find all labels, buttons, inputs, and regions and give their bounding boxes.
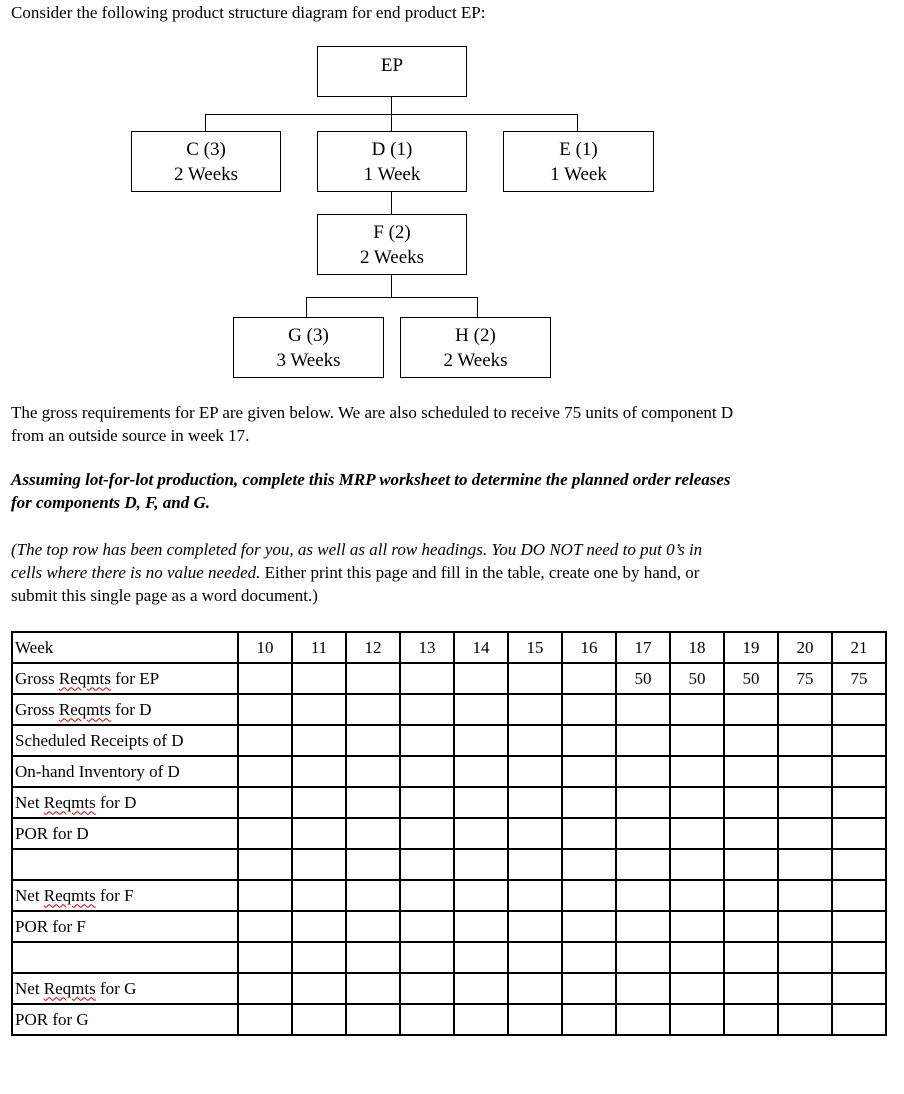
table-cell[interactable]: [832, 787, 886, 818]
node-h-name: H (2): [455, 324, 496, 346]
row-heading: [12, 756, 238, 787]
connector-to-e: [577, 114, 578, 132]
node-e-lead-time: 1 Week: [550, 163, 607, 185]
table-cell[interactable]: [508, 880, 562, 911]
table-cell[interactable]: 50: [670, 663, 724, 694]
node-ep: [317, 46, 467, 97]
table-cell[interactable]: [562, 1004, 616, 1035]
table-cell[interactable]: [724, 942, 778, 973]
table-cell[interactable]: [778, 911, 832, 942]
table-cell[interactable]: [616, 942, 670, 973]
table-cell[interactable]: [724, 694, 778, 725]
row-heading-post: for EP: [110, 668, 160, 688]
week-number-cell: 17: [616, 632, 670, 663]
table-cell[interactable]: [238, 911, 292, 942]
table-cell[interactable]: [562, 756, 616, 787]
table-cell[interactable]: [292, 818, 346, 849]
node-g: [233, 317, 384, 378]
table-cell[interactable]: [400, 725, 454, 756]
table-cell[interactable]: [832, 818, 886, 849]
row-heading-pre: Net: [15, 792, 44, 812]
table-cell[interactable]: [346, 725, 400, 756]
table-row: [12, 973, 886, 1004]
week-number-cell: 11: [292, 632, 346, 663]
table-cell[interactable]: [238, 725, 292, 756]
node-f-lead-time: 2 Weeks: [359, 246, 425, 268]
row-heading-post: for D: [110, 699, 152, 719]
row-heading-sq: Reqmts: [58, 699, 111, 719]
note-line2-italic: cells where there is no value needed.: [11, 563, 261, 582]
node-ep-label: EP: [380, 55, 404, 76]
table-cell[interactable]: [778, 694, 832, 725]
row-heading-pre: Week: [15, 637, 54, 657]
table-cell[interactable]: [346, 849, 400, 880]
week-number-cell: 16: [562, 632, 616, 663]
table-row: [12, 1004, 886, 1035]
week-number-cell: 12: [346, 632, 400, 663]
table-cell[interactable]: [562, 725, 616, 756]
table-cell[interactable]: [616, 1004, 670, 1035]
table-cell[interactable]: [454, 880, 508, 911]
connector-to-c: [205, 114, 206, 132]
table-row: [12, 694, 886, 725]
table-cell[interactable]: [670, 818, 724, 849]
table-cell[interactable]: [670, 942, 724, 973]
row-heading: [12, 787, 238, 818]
row-heading: [12, 1004, 238, 1035]
table-cell[interactable]: [724, 787, 778, 818]
row-heading-post: for F: [95, 885, 134, 905]
row-heading: [12, 818, 238, 849]
table-cell[interactable]: [238, 973, 292, 1004]
table-cell[interactable]: [724, 1004, 778, 1035]
table-cell[interactable]: [616, 756, 670, 787]
table-cell[interactable]: [454, 818, 508, 849]
node-g-lead-time: 3 Weeks: [276, 349, 341, 371]
row-heading: [12, 973, 238, 1004]
table-cell[interactable]: [562, 694, 616, 725]
week-number-cell: 13: [400, 632, 454, 663]
table-cell[interactable]: [508, 942, 562, 973]
table-cell[interactable]: [454, 973, 508, 1004]
gross-requirements-text-line1: The gross requirements for EP are given below. We are also scheduled to receive 75 units of component D: [11, 403, 734, 422]
note-line2: [11, 561, 699, 584]
row-heading: [12, 942, 238, 973]
table-cell[interactable]: [670, 1004, 724, 1035]
node-h: [400, 317, 551, 378]
table-cell[interactable]: [400, 942, 454, 973]
table-cell[interactable]: [616, 725, 670, 756]
table-row: [12, 663, 886, 694]
row-heading-sq: Reqmts: [43, 792, 96, 812]
table-cell[interactable]: [508, 973, 562, 1004]
node-f-name: F (2): [373, 221, 411, 243]
table-cell[interactable]: [778, 756, 832, 787]
table-cell[interactable]: [346, 756, 400, 787]
node-c-lead-time: 2 Weeks: [173, 163, 239, 185]
row-heading: [12, 880, 238, 911]
table-cell[interactable]: 75: [778, 663, 832, 694]
table-cell[interactable]: [508, 756, 562, 787]
connector-to-h: [477, 297, 478, 318]
table-cell[interactable]: [508, 663, 562, 694]
row-heading-pre: POR for D: [15, 823, 89, 843]
table-cell[interactable]: [400, 911, 454, 942]
table-cell[interactable]: [238, 756, 292, 787]
week-number-cell: 14: [454, 632, 508, 663]
node-d-name: D (1): [371, 138, 413, 160]
table-cell[interactable]: [292, 849, 346, 880]
table-cell[interactable]: [292, 787, 346, 818]
table-row: [12, 787, 886, 818]
row-heading-post: for G: [95, 978, 137, 998]
table-cell[interactable]: [616, 818, 670, 849]
instruction-line2: for components D, F, and G.: [11, 493, 210, 512]
row-heading-sq: Reqmts: [58, 668, 111, 688]
table-cell[interactable]: [562, 787, 616, 818]
table-cell[interactable]: [508, 1004, 562, 1035]
table-cell[interactable]: [454, 911, 508, 942]
table-cell[interactable]: [400, 694, 454, 725]
table-cell[interactable]: [778, 725, 832, 756]
table-cell[interactable]: [238, 1004, 292, 1035]
row-heading-sq: Reqmts: [43, 978, 96, 998]
connector-d-to-f: [391, 190, 392, 215]
table-cell[interactable]: [670, 911, 724, 942]
table-cell[interactable]: [454, 942, 508, 973]
table-cell[interactable]: [454, 787, 508, 818]
table-cell[interactable]: [778, 787, 832, 818]
table-cell[interactable]: 75: [832, 663, 886, 694]
table-cell[interactable]: [832, 973, 886, 1004]
table-cell[interactable]: [346, 787, 400, 818]
table-cell[interactable]: [292, 942, 346, 973]
table-cell[interactable]: [400, 1004, 454, 1035]
mrp-worksheet-table: [11, 631, 887, 1036]
node-d: [317, 131, 467, 192]
table-cell[interactable]: [508, 725, 562, 756]
week-number-cell: 10: [238, 632, 292, 663]
node-e: [503, 131, 654, 192]
row-heading-pre: Net: [15, 978, 44, 998]
table-cell[interactable]: [400, 880, 454, 911]
table-cell[interactable]: [292, 725, 346, 756]
table-cell[interactable]: [724, 756, 778, 787]
table-cell[interactable]: [616, 880, 670, 911]
table-cell[interactable]: [238, 880, 292, 911]
week-number-cell: 20: [778, 632, 832, 663]
table-cell[interactable]: [400, 973, 454, 1004]
table-cell[interactable]: [832, 694, 886, 725]
table-cell[interactable]: [562, 880, 616, 911]
table-cell[interactable]: [400, 756, 454, 787]
table-cell[interactable]: 50: [724, 663, 778, 694]
table-cell[interactable]: [832, 756, 886, 787]
connector-to-g: [306, 297, 307, 318]
table-row: [12, 725, 886, 756]
node-e-name: E (1): [559, 138, 598, 160]
node-c-name: C (3): [186, 138, 226, 160]
table-cell[interactable]: [346, 1004, 400, 1035]
table-cell[interactable]: [562, 942, 616, 973]
table-cell[interactable]: [454, 663, 508, 694]
table-cell[interactable]: [508, 694, 562, 725]
table-cell[interactable]: [670, 694, 724, 725]
row-heading-pre: POR for F: [15, 916, 86, 936]
table-cell[interactable]: [724, 725, 778, 756]
table-row: [12, 942, 886, 973]
node-h-lead-time: 2 Weeks: [443, 349, 508, 371]
table-cell[interactable]: [346, 818, 400, 849]
table-cell[interactable]: [670, 787, 724, 818]
table-cell[interactable]: [670, 973, 724, 1004]
table-cell[interactable]: [400, 663, 454, 694]
table-cell[interactable]: [238, 849, 292, 880]
week-number-cell: 18: [670, 632, 724, 663]
table-cell[interactable]: [454, 1004, 508, 1035]
table-cell[interactable]: [238, 818, 292, 849]
table-cell[interactable]: [724, 818, 778, 849]
week-number-cell: 15: [508, 632, 562, 663]
table-cell[interactable]: [508, 818, 562, 849]
week-number-cell: 21: [832, 632, 886, 663]
table-cell[interactable]: [616, 911, 670, 942]
table-cell[interactable]: [292, 756, 346, 787]
table-cell[interactable]: [778, 880, 832, 911]
table-cell[interactable]: [508, 849, 562, 880]
table-cell[interactable]: [832, 1004, 886, 1035]
row-heading: [12, 632, 238, 663]
row-heading: [12, 663, 238, 694]
note-line2-rest: Either print this page and fill in the table, create one by hand, or: [260, 563, 700, 582]
table-cell[interactable]: [778, 973, 832, 1004]
row-heading-pre: Scheduled Receipts of D: [15, 730, 184, 750]
table-cell[interactable]: [346, 663, 400, 694]
table-cell[interactable]: [562, 911, 616, 942]
connector-f-down: [391, 274, 392, 298]
table-cell[interactable]: [562, 818, 616, 849]
table-cell[interactable]: [454, 849, 508, 880]
table-cell[interactable]: [238, 942, 292, 973]
row-heading-pre: Gross: [15, 699, 59, 719]
row-heading-pre: Gross: [15, 668, 59, 688]
table-cell[interactable]: [454, 725, 508, 756]
intro-text: Consider the following product structure diagram for end product EP:: [11, 3, 486, 22]
table-cell[interactable]: [292, 1004, 346, 1035]
row-heading-sq: Reqmts: [43, 885, 96, 905]
table-cell[interactable]: [832, 911, 886, 942]
table-cell[interactable]: [454, 756, 508, 787]
table-cell[interactable]: [724, 880, 778, 911]
week-number-cell: 19: [724, 632, 778, 663]
table-cell[interactable]: [670, 725, 724, 756]
table-cell[interactable]: [778, 849, 832, 880]
node-f: [317, 214, 467, 275]
table-cell[interactable]: [724, 911, 778, 942]
table-cell[interactable]: [292, 663, 346, 694]
table-cell[interactable]: [346, 973, 400, 1004]
row-heading-pre: Net: [15, 885, 44, 905]
note-line3: submit this single page as a word document.): [11, 586, 318, 605]
table-cell[interactable]: [670, 880, 724, 911]
table-row: [12, 818, 886, 849]
table-cell[interactable]: [292, 694, 346, 725]
node-c: [131, 131, 281, 192]
table-cell[interactable]: [832, 725, 886, 756]
table-cell[interactable]: [562, 849, 616, 880]
row-heading: [12, 849, 238, 880]
table-cell[interactable]: [292, 880, 346, 911]
table-row: [12, 880, 886, 911]
table-cell[interactable]: [778, 942, 832, 973]
table-cell[interactable]: [400, 818, 454, 849]
instruction-line1: Assuming lot-for-lot production, complete this MRP worksheet to determine the planned order releases: [11, 470, 731, 489]
table-row: [12, 911, 886, 942]
table-cell[interactable]: [508, 911, 562, 942]
table-cell[interactable]: [832, 880, 886, 911]
table-cell[interactable]: [400, 787, 454, 818]
row-heading-pre: On-hand Inventory of D: [15, 761, 180, 781]
table-cell[interactable]: [832, 942, 886, 973]
table-cell[interactable]: [670, 849, 724, 880]
table-cell[interactable]: [238, 694, 292, 725]
node-d-lead-time: 1 Week: [363, 163, 421, 185]
table-cell[interactable]: [292, 973, 346, 1004]
table-cell[interactable]: [346, 880, 400, 911]
note-line1: (The top row has been completed for you, as well as all row headings. You DO NOT need to put 0’s in: [11, 540, 703, 559]
connector-ep-down: [391, 96, 392, 115]
table-cell[interactable]: [454, 694, 508, 725]
table-cell[interactable]: [670, 756, 724, 787]
connector-to-d: [391, 114, 392, 132]
table-cell[interactable]: 50: [616, 663, 670, 694]
table-cell[interactable]: [238, 663, 292, 694]
table-cell[interactable]: [832, 849, 886, 880]
table-cell[interactable]: [346, 942, 400, 973]
table-cell[interactable]: [346, 911, 400, 942]
table-cell[interactable]: [778, 818, 832, 849]
gross-requirements-text-line2: from an outside source in week 17.: [11, 426, 250, 445]
row-heading-pre: POR for G: [15, 1009, 89, 1029]
row-heading: [12, 725, 238, 756]
table-cell[interactable]: [616, 787, 670, 818]
table-row: [12, 849, 886, 880]
table-cell[interactable]: [346, 694, 400, 725]
table-cell[interactable]: [724, 973, 778, 1004]
row-heading-post: for D: [95, 792, 137, 812]
table-cell[interactable]: [562, 973, 616, 1004]
table-cell[interactable]: [292, 911, 346, 942]
connector-level3-bar: [306, 297, 478, 298]
row-heading: [12, 911, 238, 942]
table-cell[interactable]: [400, 849, 454, 880]
node-g-name: G (3): [288, 324, 329, 346]
table-row: [12, 756, 886, 787]
table-cell[interactable]: [562, 663, 616, 694]
table-cell[interactable]: [238, 787, 292, 818]
row-heading: [12, 694, 238, 725]
table-cell[interactable]: [724, 849, 778, 880]
table-cell[interactable]: [508, 787, 562, 818]
table-cell[interactable]: [616, 973, 670, 1004]
table-cell[interactable]: [616, 849, 670, 880]
table-cell[interactable]: [778, 1004, 832, 1035]
table-row: [12, 632, 886, 663]
table-cell[interactable]: [616, 694, 670, 725]
